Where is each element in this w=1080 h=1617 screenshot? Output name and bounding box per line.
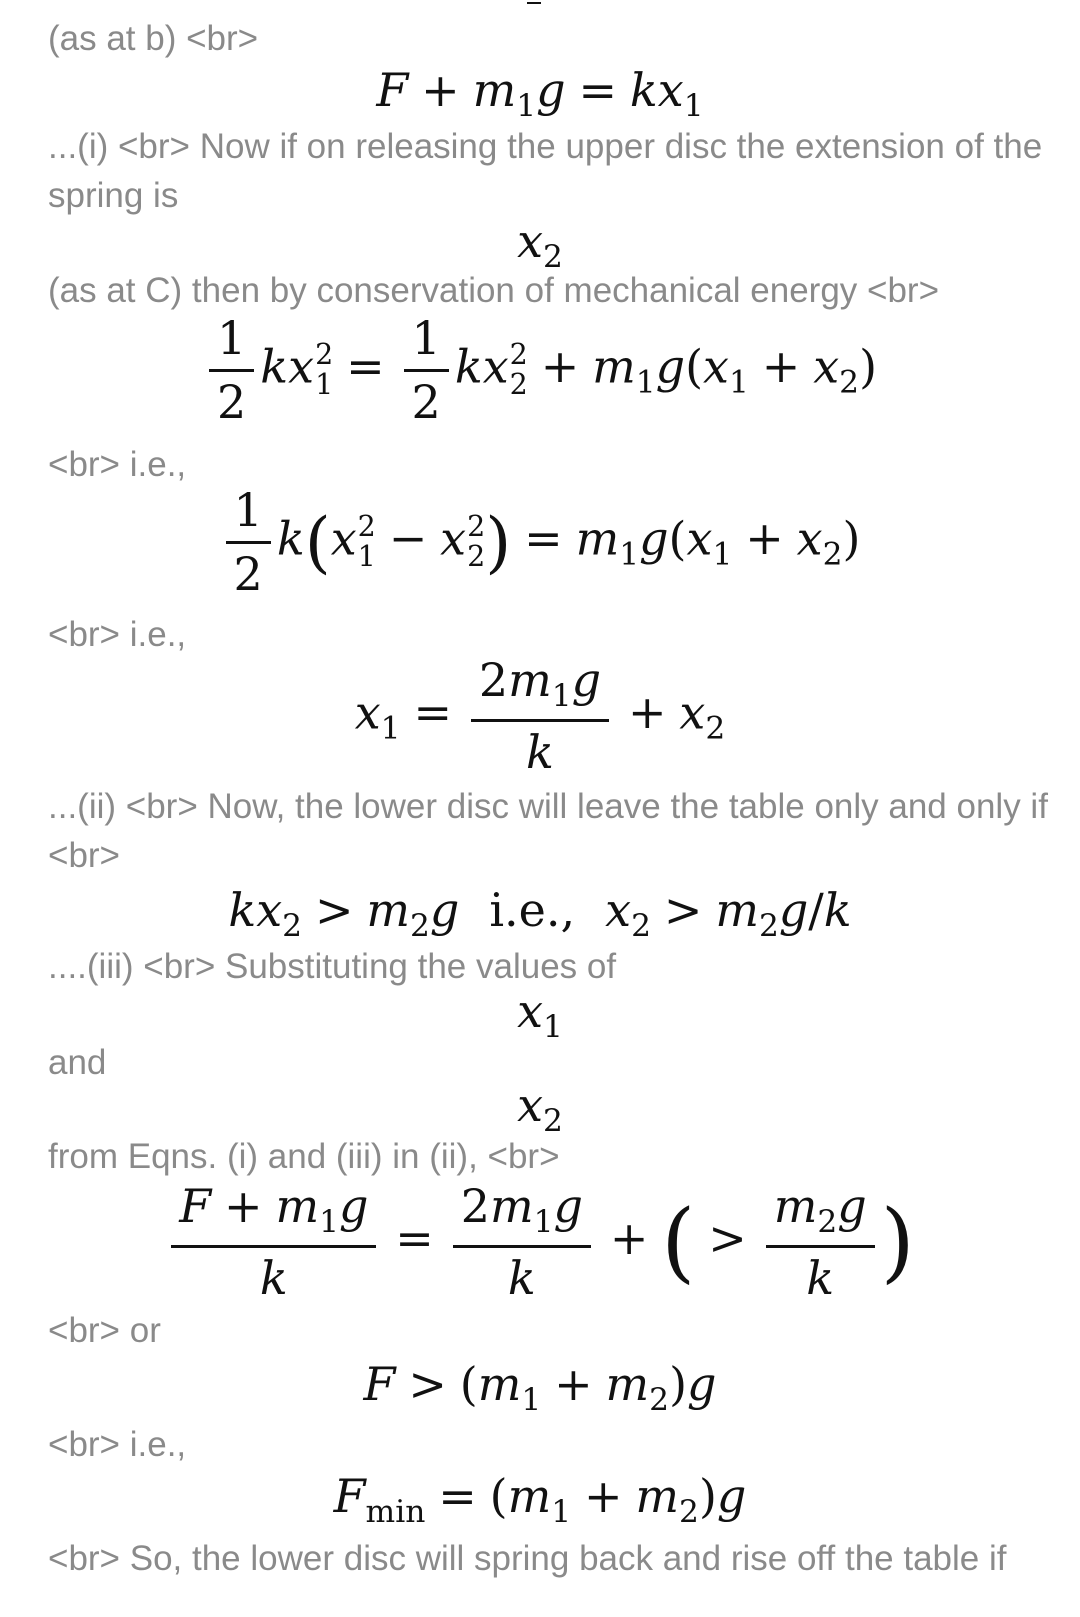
equation-energy-rearranged: $\frac{1}{2}$ k(x 2 1 − x 2 2 ) = $m_1g(x_1 + x_2)$ bbox=[0, 484, 1080, 601]
text-eq-iii-substituting: ....(iii) <br> Substituting the values of bbox=[48, 947, 617, 986]
text-conclusion: <br> So, the lower disc will spring back and rise off the table if bbox=[48, 1539, 1007, 1578]
text-as-at-c: (as at C) then by conservation of mechanical energy <br> bbox=[48, 271, 940, 310]
equation-x1-solution: $x_1$ = $\frac{2m_1g}{k}$ + $x_2$ bbox=[354, 653, 726, 779]
text-ie-1: <br> i.e., bbox=[48, 445, 187, 484]
text-and: and bbox=[48, 1043, 107, 1082]
equation-force-balance: $F + m_1g = kx_1$ bbox=[376, 63, 704, 124]
text-from-eqns: from Eqns. (i) and (iii) in (ii), <br> bbox=[48, 1137, 560, 1176]
equation-f-min: $F_{min} = (m_1 + m_2)g$ bbox=[333, 1469, 747, 1530]
text-eq-i-release: ...(i) <br> Now if on releasing the upper disc the extension of the spring is bbox=[48, 127, 1043, 215]
equation-x2-again: $x_2$ bbox=[517, 1078, 563, 1139]
equation-lift-condition: $kx_2 > m_2g$ i.e., $x_2 > m_2g/k$ bbox=[228, 883, 852, 944]
text-eq-ii-condition: ...(ii) <br> Now, the lower disc will leave the table only and only if <br> bbox=[48, 787, 1048, 875]
text-or: <br> or bbox=[48, 1311, 161, 1350]
text-ie-3: <br> i.e., bbox=[48, 1425, 187, 1464]
equation-f-inequality: $F > (m_1 + m_2)g$ bbox=[363, 1357, 717, 1418]
text-as-at-b: (as at b) <br> bbox=[48, 19, 259, 58]
equation-x2: $x_2$ bbox=[517, 214, 563, 275]
equation-energy-conservation: $\frac{1}{2}$ kx 2 1 = $\frac{1}{2}$ kx 2 2 + $m_1g(x_1 + x_2)$ bbox=[0, 312, 1080, 429]
cropped-equation-fragment bbox=[527, 0, 541, 4]
equation-substituted: $\frac{F + m_1g}{k}$ = $\frac{2m_1g}{k}$ + ( > $\frac{m_2g}{k}$ ) bbox=[0, 1180, 1080, 1305]
equation-x1: $x_1$ bbox=[517, 984, 563, 1045]
text-ie-2: <br> i.e., bbox=[48, 615, 187, 654]
